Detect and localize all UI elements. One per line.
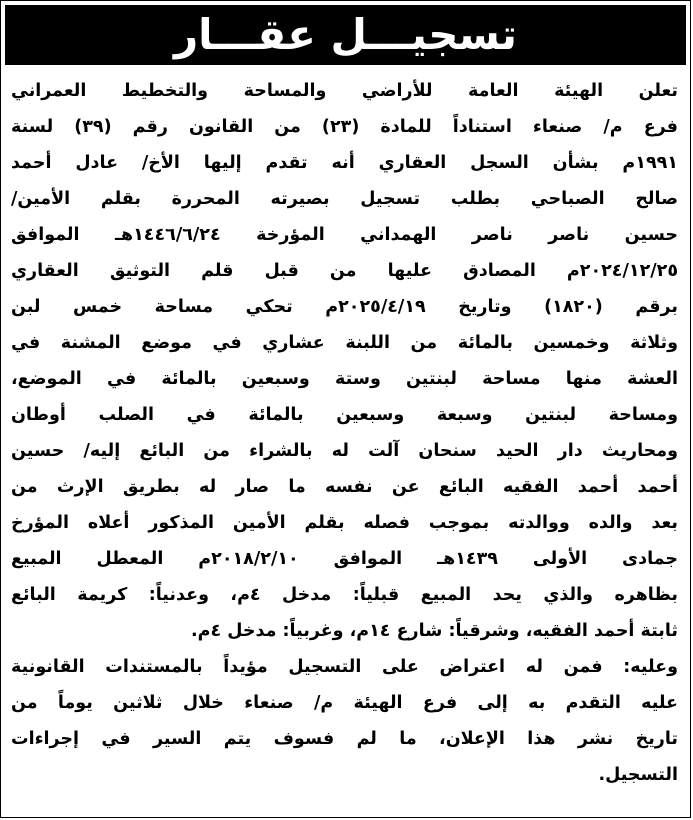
- title-bar: [5, 5, 686, 65]
- notice-line: ١٩٩١م بشأن السجل العقاري أنه تقدم إليها الأخ/ عادل أحمد: [11, 153, 678, 173]
- notice-line: وعليه: فمن له اعتراض على التسجيل مؤيداً بالمستندات القانونية: [11, 657, 678, 677]
- notice-line: التسجيل.: [598, 765, 678, 785]
- notice-line: بظاهره والذي يحد المبيع قبلياً: مدخل ٤م، وعدنياً: كريمة البائع: [11, 585, 678, 605]
- notice-title: تسجيـــل عقـــار: [173, 10, 518, 59]
- notice-line: ثابتة أحمد الفقيه، وشرقياً: شارع ١٤م، وغربياً: مدخل ٤م.: [191, 621, 678, 641]
- notice-line: تعلن الهيئة العامة للأراضي والمساحة والتخطيط العمراني: [11, 81, 678, 101]
- notice-line: ومحاريث دار الحيد سنحان آلت له بالشراء من البائع إليه/ حسين: [11, 441, 678, 461]
- notice-body: [1, 73, 690, 793]
- notice-line: وثلاثة وخمسين بالمائة من اللبنة عشاري في موضع المشنة في: [11, 333, 678, 353]
- notice-line: برقم (١٨٢٠) وتاريخ ٢٠٢٥/٤/١٩م تحكي مساحة خمس لبن: [11, 297, 678, 317]
- notice-line: ٢٠٢٤/١٢/٢٥م المصادق عليها من قبل قلم التوثيق العقاري: [11, 261, 678, 281]
- notice-line: ومساحة لبنتين وسبعة وسبعين بالمائة في الصلب أوطان: [11, 405, 678, 425]
- notice-line: حسين ناصر ناصر الهمداني المؤرخة ١٤٤٦/٦/٢٤هـ الموافق: [11, 225, 678, 245]
- notice-line: بعد والده ووالدته بموجب فصله بقلم الأمين المذكور أعلاه المؤرخ: [11, 513, 678, 533]
- notice-line: أحمد أحمد الفقيه البائع عن نفسه ما صار له بطريق الإرث من: [11, 477, 678, 497]
- notice-line: عليه التقدم به إلى فرع الهيئة م/ صنعاء خلال ثلاثين يوماً من: [11, 693, 678, 713]
- notice-line: تاريخ نشر هذا الإعلان، ما لم فسوف يتم السير في إجراءات: [11, 729, 678, 749]
- notice-line: جمادى الأولى ١٤٣٩هـ الموافق ٢٠١٨/٢/١٠م المعطل المبيع: [11, 549, 678, 569]
- notice-line: العشة منها مساحة لبنتين وستة وسبعين بالمائة في الموضع،: [11, 369, 678, 389]
- notice-line: صالح الصباحي بطلب تسجيل بصيرته المحررة بقلم الأمين/: [11, 189, 678, 209]
- notice-line: فرع م/ صنعاء استناداً للمادة (٢٣) من القانون رقم (٣٩) لسنة: [11, 117, 679, 137]
